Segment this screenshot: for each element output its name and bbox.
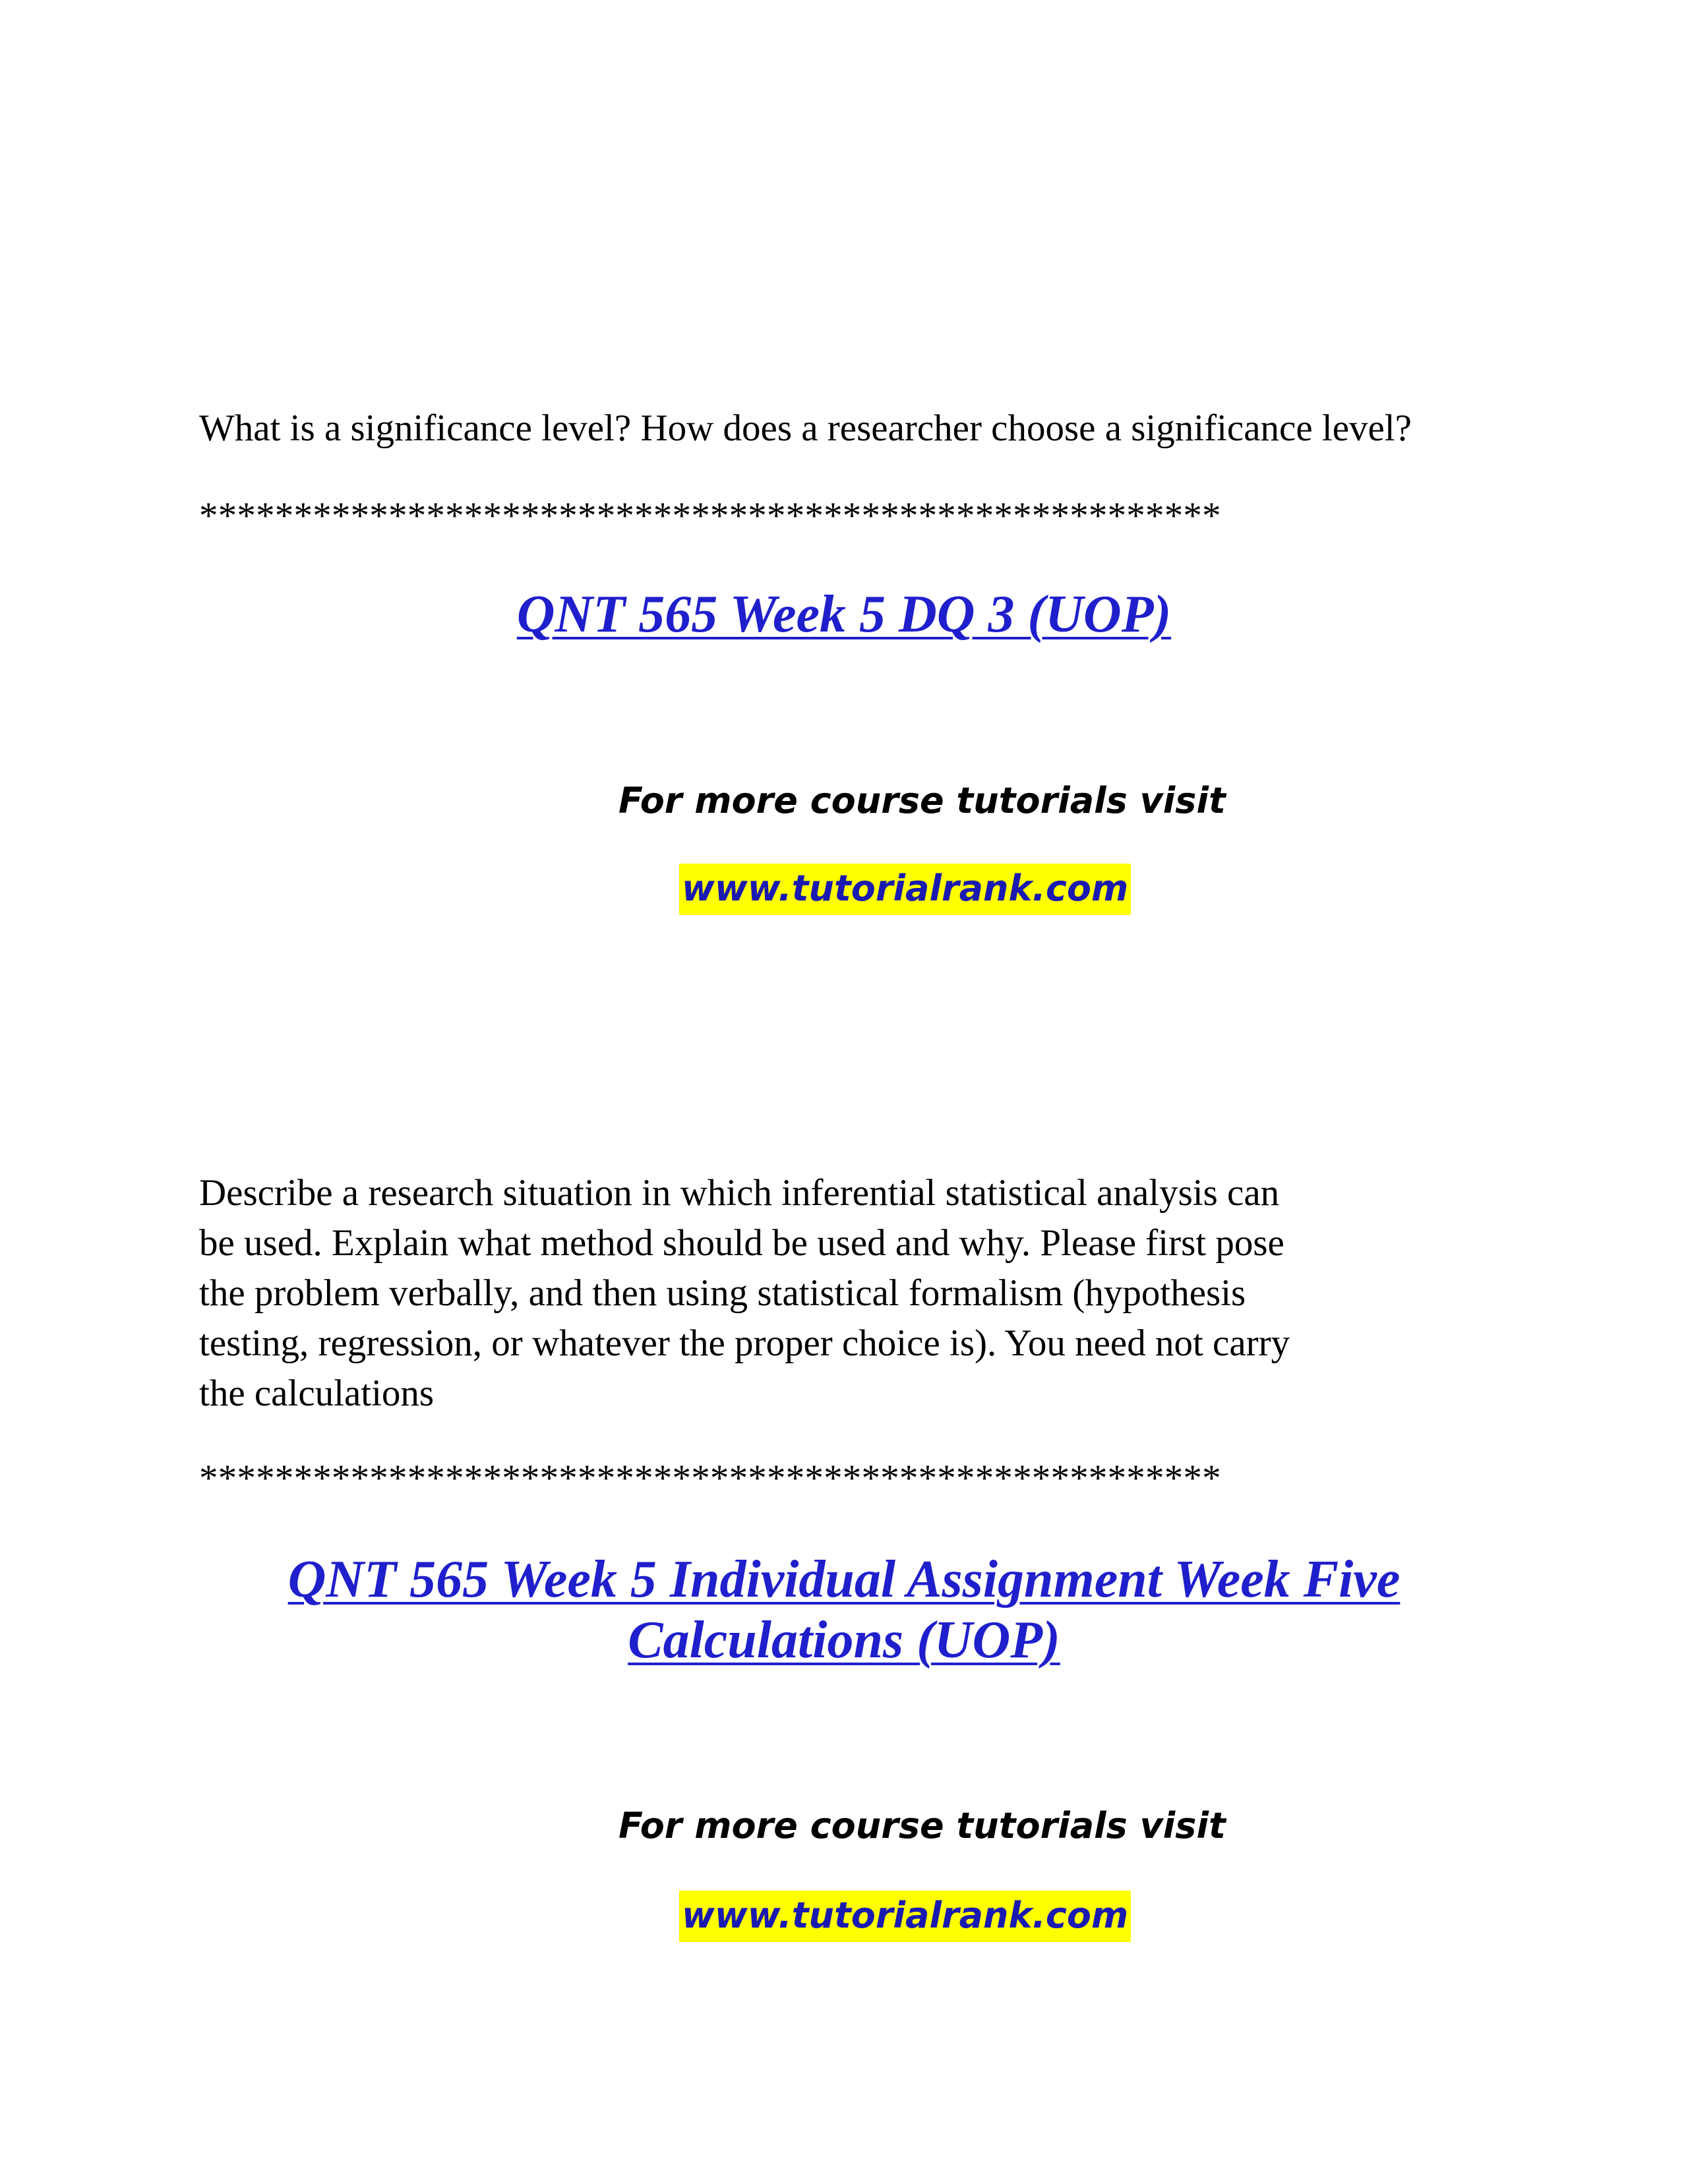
description-line: testing, regression, or whatever the proper choice is). You need not carry [199,1322,1290,1364]
assignment-title-link[interactable] [0,1549,1688,1670]
tutorial-site-link[interactable]: www.tutorialrank.com [679,1891,1131,1942]
description-line: Describe a research situation in which inferential statistical analysis can [199,1172,1280,1214]
promo-text: For more course tutorials visit [618,780,1226,821]
description-line: the problem verbally, and then using statistical formalism (hypothesis [199,1272,1246,1314]
separator-line: ****************************************************** [199,1458,1221,1499]
question-text: What is a significance level? How does a researcher choose a significance level? [199,407,1412,449]
description-line: be used. Explain what method should be used and why. Please first pose [199,1222,1284,1264]
tutorial-site-link[interactable]: www.tutorialrank.com [679,864,1131,915]
course-title-link[interactable]: QNT 565 Week 5 DQ 3 (UOP) [516,585,1172,643]
assignment-title-line[interactable]: Calculations (UOP) [628,1611,1060,1669]
description-paragraph [199,1168,1511,1419]
promo-text: For more course tutorials visit [618,1805,1226,1846]
separator-line: ****************************************************** [199,495,1221,537]
assignment-title-line[interactable]: QNT 565 Week 5 Individual Assignment Week Five [287,1550,1401,1608]
description-line: the calculations [199,1372,435,1414]
